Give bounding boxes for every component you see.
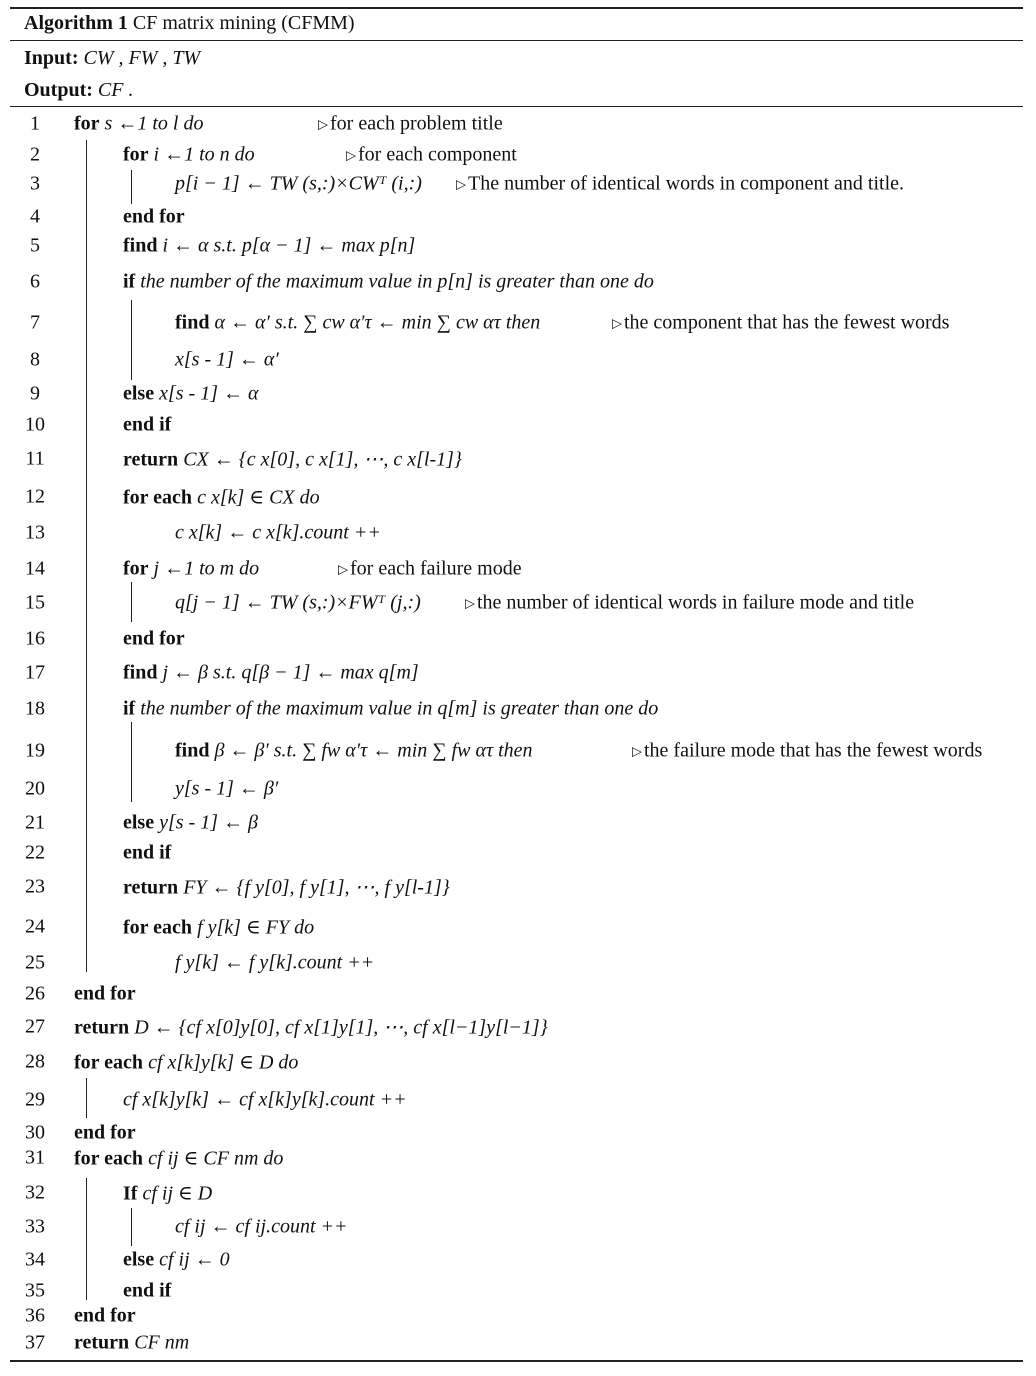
expression: y[s - 1] ← β xyxy=(159,811,258,834)
line-number: 5 xyxy=(30,234,40,257)
line-code xyxy=(123,383,258,406)
keyword: for xyxy=(123,143,149,166)
keyword: end for xyxy=(74,982,136,1005)
keyword: return xyxy=(123,448,179,471)
keyword: else xyxy=(123,811,155,834)
expression: β ← β′ s.t. ∑ fw α′τ ← min ∑ fw ατ then xyxy=(214,739,533,762)
input-value: CW , FW , TW xyxy=(83,47,201,69)
keyword: find xyxy=(175,739,210,762)
algorithm-line-27 xyxy=(0,1010,1036,1044)
line-code xyxy=(123,235,415,258)
algorithm-line-15 xyxy=(0,586,1036,620)
algorithm-line-5 xyxy=(0,229,1036,263)
line-code xyxy=(123,1089,407,1112)
line-number: 30 xyxy=(25,1121,45,1144)
keyword: end for xyxy=(74,1304,136,1327)
expression: D ← {cf x[0]y[0], cf x[1]y[1], ⋯, cf x[l−1]y[l−1]} xyxy=(134,1016,548,1039)
expression: α ← α′ s.t. ∑ cw α′τ ← min ∑ cw ατ then xyxy=(214,311,541,334)
expression: cf ij ∈ CF nm do xyxy=(148,1147,284,1170)
expression: f y[k] ← f y[k].count ++ xyxy=(175,951,375,974)
algorithm-title xyxy=(24,12,355,35)
line-number: 13 xyxy=(25,521,45,544)
line-number: 11 xyxy=(25,447,45,470)
line-code xyxy=(175,1216,348,1239)
keyword: for each xyxy=(123,916,193,939)
output-line xyxy=(24,79,133,102)
line-number: 23 xyxy=(25,875,45,898)
line-code xyxy=(123,698,658,721)
keyword: for each xyxy=(74,1147,144,1170)
expression: c x[k] ← c x[k].count ++ xyxy=(175,521,381,544)
line-number: 34 xyxy=(25,1248,45,1271)
algorithm-label: Algorithm 1 xyxy=(24,12,128,34)
comment-text: the number of identical words in failure mode and title xyxy=(477,591,915,614)
line-number: 14 xyxy=(25,557,45,580)
expression: FY ← {f y[0], f y[1], ⋯, f y[l-1]} xyxy=(183,876,450,899)
line-number: 1 xyxy=(30,112,40,135)
line-number: 32 xyxy=(25,1181,45,1204)
algorithm-line-34 xyxy=(0,1243,1036,1277)
expression: x[s - 1] ← α xyxy=(159,382,259,405)
algorithm-line-11 xyxy=(0,442,1036,476)
line-number: 9 xyxy=(30,382,40,405)
algorithm-line-18 xyxy=(0,692,1036,726)
line-number: 31 xyxy=(25,1146,45,1169)
comment-text: the component that has the fewest words xyxy=(624,311,950,334)
algorithm-line-13 xyxy=(0,516,1036,550)
line-number: 33 xyxy=(25,1215,45,1238)
line-code xyxy=(74,1332,189,1355)
algorithm-line-16 xyxy=(0,622,1036,656)
expression: i ← α s.t. p[α − 1] ← max p[n] xyxy=(162,234,416,257)
algorithm-line-28 xyxy=(0,1045,1036,1079)
expression: j ←1 to m do xyxy=(153,557,260,580)
algorithm-line-29 xyxy=(0,1083,1036,1117)
line-code xyxy=(175,740,533,763)
keyword: end for xyxy=(74,1121,136,1144)
line-code xyxy=(175,312,540,335)
line-code xyxy=(123,875,450,900)
line-comment xyxy=(346,144,517,167)
line-number: 10 xyxy=(25,413,45,436)
algorithm-line-24 xyxy=(0,910,1036,944)
algorithm-line-21 xyxy=(0,806,1036,840)
comment-text: the failure mode that has the fewest words xyxy=(644,739,983,762)
expression: j ← β s.t. q[β − 1] ← max q[m] xyxy=(162,661,419,684)
line-comment xyxy=(318,113,503,136)
comment-triangle-icon: ▷ xyxy=(338,561,348,577)
line-number: 22 xyxy=(25,841,45,864)
expression: CX ← {c x[0], c x[1], ⋯, c x[l-1]} xyxy=(183,448,462,471)
algorithm-line-19 xyxy=(0,734,1036,768)
comment-triangle-icon: ▷ xyxy=(318,116,328,132)
expression: cf ij ← cf ij.count ++ xyxy=(175,1215,348,1238)
keyword: else xyxy=(123,382,155,405)
line-comment xyxy=(338,558,522,581)
expression: p[i − 1] ← TW (s,:)×CWᵀ (i,:) xyxy=(175,172,422,195)
comment-triangle-icon: ▷ xyxy=(346,147,356,163)
keyword: for each xyxy=(74,1051,144,1074)
line-number: 20 xyxy=(25,777,45,800)
input-label: Input: xyxy=(24,47,79,69)
line-code xyxy=(123,662,419,685)
line-code xyxy=(175,173,422,196)
line-number: 29 xyxy=(25,1088,45,1111)
keyword: end if xyxy=(123,841,172,864)
keyword: find xyxy=(175,311,210,334)
algorithm-line-9 xyxy=(0,377,1036,411)
line-code xyxy=(175,592,421,615)
keyword: If xyxy=(123,1182,138,1205)
line-code xyxy=(123,628,185,651)
algorithm-line-17 xyxy=(0,656,1036,690)
top-rule xyxy=(10,7,1023,9)
line-code xyxy=(123,915,314,940)
expression: the number of the maximum value in p[n] is greater than one do xyxy=(140,270,654,293)
keyword: end if xyxy=(123,413,172,436)
line-code xyxy=(123,271,654,294)
line-code xyxy=(123,1249,230,1272)
keyword: end if xyxy=(123,1279,172,1302)
line-code xyxy=(74,1015,548,1040)
line-code xyxy=(74,1146,283,1171)
keyword: for xyxy=(74,112,100,135)
line-code xyxy=(123,812,258,835)
keyword: find xyxy=(123,661,158,684)
line-code xyxy=(175,952,374,975)
expression: cf ij ← 0 xyxy=(159,1248,230,1271)
line-code xyxy=(74,1305,136,1328)
line-number: 12 xyxy=(25,485,45,508)
expression: cf x[k]y[k] ← cf x[k]y[k].count ++ xyxy=(123,1088,407,1111)
algorithm-line-37 xyxy=(0,1326,1036,1360)
line-code xyxy=(74,113,203,136)
line-number: 17 xyxy=(25,661,45,684)
line-number: 3 xyxy=(30,172,40,195)
line-code xyxy=(123,485,320,510)
line-number: 35 xyxy=(25,1279,45,1302)
line-number: 21 xyxy=(25,811,45,834)
algorithm-line-22 xyxy=(0,836,1036,870)
line-code xyxy=(123,842,171,865)
keyword: for each xyxy=(123,486,193,509)
line-number: 18 xyxy=(25,697,45,720)
algorithm-line-10 xyxy=(0,408,1036,442)
keyword: if xyxy=(123,697,136,720)
comment-text: for each failure mode xyxy=(350,557,522,580)
algorithm-line-3 xyxy=(0,167,1036,201)
keyword: for xyxy=(123,557,149,580)
algorithm-line-8 xyxy=(0,343,1036,377)
line-number: 2 xyxy=(30,143,40,166)
line-number: 16 xyxy=(25,627,45,650)
expression: cf ij ∈ D xyxy=(142,1182,213,1205)
line-code xyxy=(123,414,171,437)
line-number: 15 xyxy=(25,591,45,614)
line-comment xyxy=(465,592,914,615)
line-code xyxy=(175,778,278,801)
line-code xyxy=(175,522,381,545)
line-comment xyxy=(632,740,982,763)
algorithm-line-23 xyxy=(0,870,1036,904)
expression: y[s - 1] ← β′ xyxy=(175,777,279,800)
expression: c x[k] ∈ CX do xyxy=(197,486,320,509)
algorithm-line-7 xyxy=(0,306,1036,340)
expression: cf x[k]y[k] ∈ D do xyxy=(148,1051,299,1074)
keyword: return xyxy=(74,1331,130,1354)
expression: f y[k] ∈ FY do xyxy=(197,916,315,939)
line-number: 4 xyxy=(30,205,40,228)
algorithm-name: CF matrix mining (CFMM) xyxy=(132,12,355,34)
line-number: 8 xyxy=(30,348,40,371)
comment-text: The number of identical words in component and title. xyxy=(468,172,904,195)
expression: the number of the maximum value in q[m] is greater than one do xyxy=(140,697,659,720)
keyword: return xyxy=(74,1016,130,1039)
algorithm-line-26 xyxy=(0,977,1036,1011)
line-comment xyxy=(456,173,904,196)
comment-triangle-icon: ▷ xyxy=(612,315,622,331)
input-line xyxy=(24,47,200,70)
keyword: end for xyxy=(123,627,185,650)
line-code xyxy=(123,447,462,472)
bottom-rule xyxy=(10,1360,1023,1362)
output-label: Output: xyxy=(24,79,93,101)
line-comment xyxy=(612,312,949,335)
keyword: end for xyxy=(123,205,185,228)
keyword: return xyxy=(123,876,179,899)
algorithm-line-25 xyxy=(0,946,1036,980)
line-code xyxy=(123,144,255,167)
title-rule xyxy=(10,40,1023,41)
expression: x[s - 1] ← α′ xyxy=(175,348,279,371)
line-number: 26 xyxy=(25,982,45,1005)
line-number: 37 xyxy=(25,1331,45,1354)
line-number: 24 xyxy=(25,915,45,938)
keyword: if xyxy=(123,270,136,293)
line-code xyxy=(74,983,136,1006)
algorithm-line-32 xyxy=(0,1176,1036,1210)
line-number: 19 xyxy=(25,739,45,762)
algorithm-line-31 xyxy=(0,1141,1036,1175)
expression: q[j − 1] ← TW (s,:)×FWᵀ (j,:) xyxy=(175,591,421,614)
algorithm-line-14 xyxy=(0,552,1036,586)
comment-text: for each component xyxy=(358,143,517,166)
expression: CF nm xyxy=(134,1331,190,1354)
comment-text: for each problem title xyxy=(330,112,503,135)
line-number: 25 xyxy=(25,951,45,974)
line-number: 28 xyxy=(25,1050,45,1073)
line-number: 27 xyxy=(25,1015,45,1038)
line-code xyxy=(123,1181,212,1206)
line-code xyxy=(123,558,259,581)
line-number: 36 xyxy=(25,1304,45,1327)
line-code xyxy=(175,349,279,372)
algorithm-line-33 xyxy=(0,1210,1036,1244)
line-code xyxy=(74,1050,298,1075)
expression: i ←1 to n do xyxy=(153,143,255,166)
expression: s ←1 to l do xyxy=(104,112,204,135)
line-number: 6 xyxy=(30,270,40,293)
keyword: find xyxy=(123,234,158,257)
comment-triangle-icon: ▷ xyxy=(465,595,475,611)
comment-triangle-icon: ▷ xyxy=(456,176,466,192)
algorithm-line-1 xyxy=(0,107,1036,141)
algorithm-line-12 xyxy=(0,480,1036,514)
algorithm-line-6 xyxy=(0,265,1036,299)
keyword: else xyxy=(123,1248,155,1271)
line-code xyxy=(123,206,185,229)
output-value: CF . xyxy=(97,79,134,101)
line-number: 7 xyxy=(30,311,40,334)
comment-triangle-icon: ▷ xyxy=(632,743,642,759)
algorithm-line-20 xyxy=(0,772,1036,806)
